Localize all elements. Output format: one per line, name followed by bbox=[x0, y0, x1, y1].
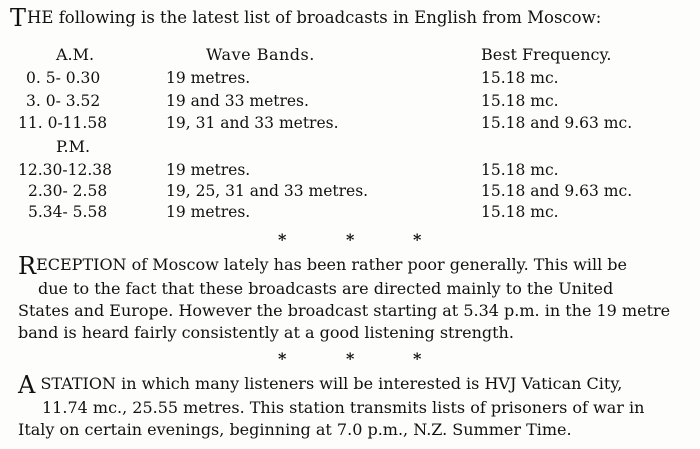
schedule-wave: 19, 25, 31 and 33 metres. bbox=[166, 182, 369, 200]
schedule-time: 0. 5- 0.30 bbox=[26, 69, 101, 87]
intro-dropcap: T bbox=[10, 4, 27, 32]
paragraph-line bbox=[18, 419, 690, 441]
schedule-time: 5.34- 5.58 bbox=[28, 203, 108, 221]
pm-header: P.M. bbox=[56, 137, 91, 156]
paragraph-line bbox=[18, 300, 690, 322]
separator-star: * bbox=[413, 349, 422, 368]
paragraph-line-text: States and Europe. However the broadcast starting at 5.34 p.m. in the 19 metre bbox=[18, 301, 671, 320]
station-dropcap: A bbox=[18, 371, 36, 399]
paragraph-line-text: due to the fact that these broadcasts are directed mainly to the United bbox=[38, 279, 614, 298]
paragraph-line bbox=[18, 254, 690, 278]
paragraph-line bbox=[18, 397, 690, 419]
reception-paragraph bbox=[18, 254, 690, 344]
paragraph-line-text: band is heard fairly consistently at a good listening strength. bbox=[18, 323, 514, 342]
best-frequency-header: Best Frequency. bbox=[481, 45, 612, 64]
separator-star: * bbox=[413, 230, 422, 249]
paragraph-line-text: ECEPTION of Moscow lately has been rather poor generally. This will be bbox=[36, 255, 627, 274]
paragraph-line bbox=[18, 373, 690, 397]
separator-star: * bbox=[346, 349, 355, 368]
schedule-time: 2.30- 2.58 bbox=[28, 182, 108, 200]
schedule-wave: 19, 31 and 33 metres. bbox=[166, 114, 339, 132]
schedule-frequency: 15.18 mc. bbox=[481, 92, 559, 110]
reception-dropcap: R bbox=[18, 252, 37, 280]
separator-star: * bbox=[278, 349, 287, 368]
paragraph-line-text: 11.74 mc., 25.55 metres. This station transmits lists of prisoners of war in bbox=[42, 398, 645, 417]
am-header: A.M. bbox=[56, 45, 95, 64]
schedule-wave: 19 metres. bbox=[166, 203, 251, 221]
schedule-frequency: 15.18 mc. bbox=[481, 69, 559, 87]
schedule-time: 3. 0- 3.52 bbox=[26, 92, 101, 110]
schedule-frequency: 15.18 and 9.63 mc. bbox=[481, 182, 633, 200]
schedule-time: 12.30-12.38 bbox=[18, 161, 112, 179]
paragraph-line bbox=[18, 322, 690, 344]
paragraph-line-text: Italy on certain evenings, beginning at 7.0 p.m., N.Z. Summer Time. bbox=[18, 420, 572, 439]
schedule-wave: 19 metres. bbox=[166, 69, 251, 87]
separator-star: * bbox=[278, 230, 287, 249]
separator-star: * bbox=[346, 230, 355, 249]
section-separator bbox=[0, 230, 700, 250]
schedule-time: 11. 0-11.58 bbox=[18, 114, 108, 132]
section-separator bbox=[0, 349, 700, 369]
schedule-wave: 19 and 33 metres. bbox=[166, 92, 309, 110]
schedule-wave: 19 metres. bbox=[166, 161, 251, 179]
schedule-frequency: 15.18 mc. bbox=[481, 203, 559, 221]
schedule-frequency: 15.18 and 9.63 mc. bbox=[481, 114, 633, 132]
station-paragraph bbox=[18, 373, 690, 441]
schedule-frequency: 15.18 mc. bbox=[481, 161, 559, 179]
paragraph-line bbox=[18, 278, 690, 300]
intro-text: HE following is the latest list of broadcasts in English from Moscow: bbox=[27, 8, 602, 27]
wave-bands-header: Wave Bands. bbox=[206, 45, 315, 64]
paragraph-line-text: STATION in which many listeners will be interested is HVJ Vatican City, bbox=[40, 374, 623, 393]
